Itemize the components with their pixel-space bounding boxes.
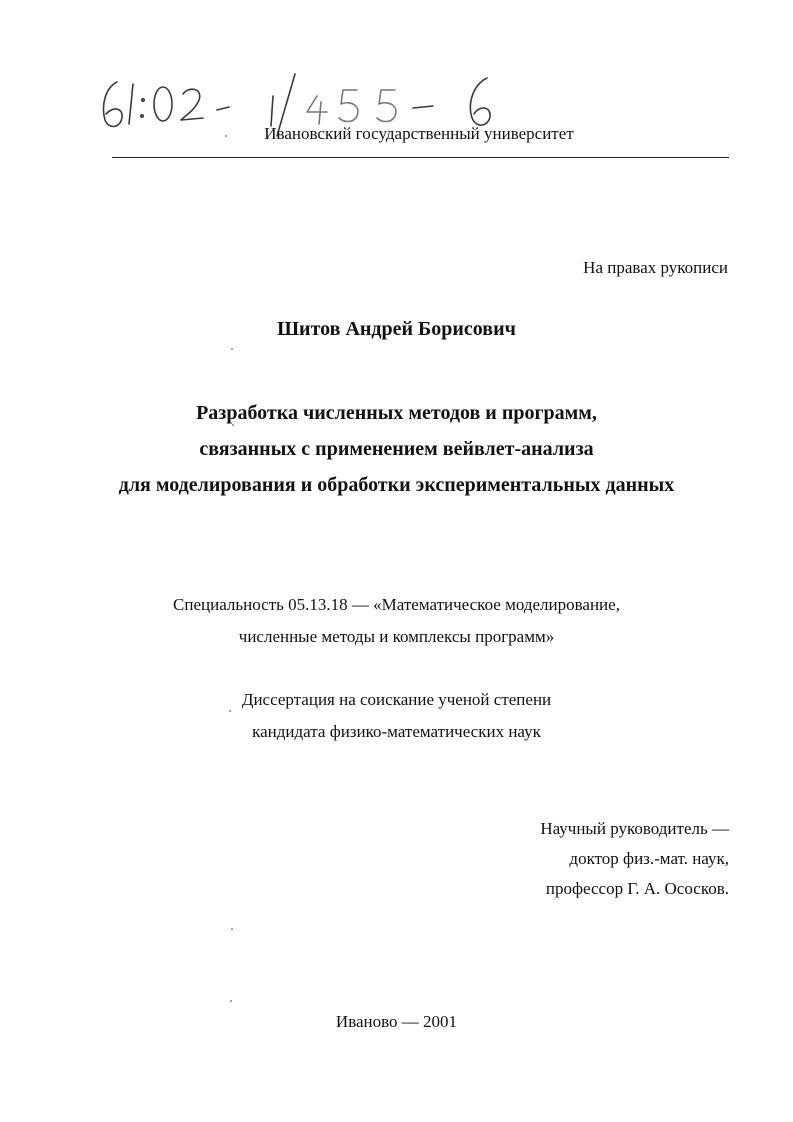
degree-line: кандидата физико-математических наук	[252, 722, 541, 741]
scan-speck	[232, 424, 234, 426]
degree-line: Диссертация на соискание ученой степени	[241, 690, 552, 709]
title-line: связанных с применением вейвлет-анализа	[199, 438, 594, 460]
scan-speck	[229, 710, 231, 712]
scan-speck	[231, 348, 233, 350]
title-line: для моделирования и обработки экспериментальных данных	[118, 474, 675, 496]
advisor-line: Научный руководитель —	[540, 819, 729, 838]
scientific-advisor	[540, 814, 729, 904]
scan-speck	[225, 135, 227, 137]
university-name: Ивановский государственный университет	[264, 124, 574, 143]
manuscript-rights-note: На правах рукописи	[583, 258, 728, 277]
specialty-line: Специальность 05.13.18 — «Математическое моделирование,	[173, 595, 620, 614]
degree-statement	[0, 684, 793, 748]
header-divider	[112, 157, 729, 158]
author-name: Шитов Андрей Борисович	[277, 318, 516, 340]
specialty-line: численные методы и комплексы программ»	[238, 627, 555, 646]
scan-speck	[231, 928, 233, 930]
advisor-line: доктор физ.-мат. наук,	[569, 849, 729, 868]
advisor-line: профессор Г. А. Ососков.	[545, 879, 729, 898]
scan-speck	[230, 1000, 232, 1002]
title-line: Разработка численных методов и программ,	[196, 402, 597, 424]
dissertation-title	[0, 395, 793, 503]
city-and-year: Иваново — 2001	[335, 1012, 458, 1031]
specialty	[0, 589, 793, 653]
